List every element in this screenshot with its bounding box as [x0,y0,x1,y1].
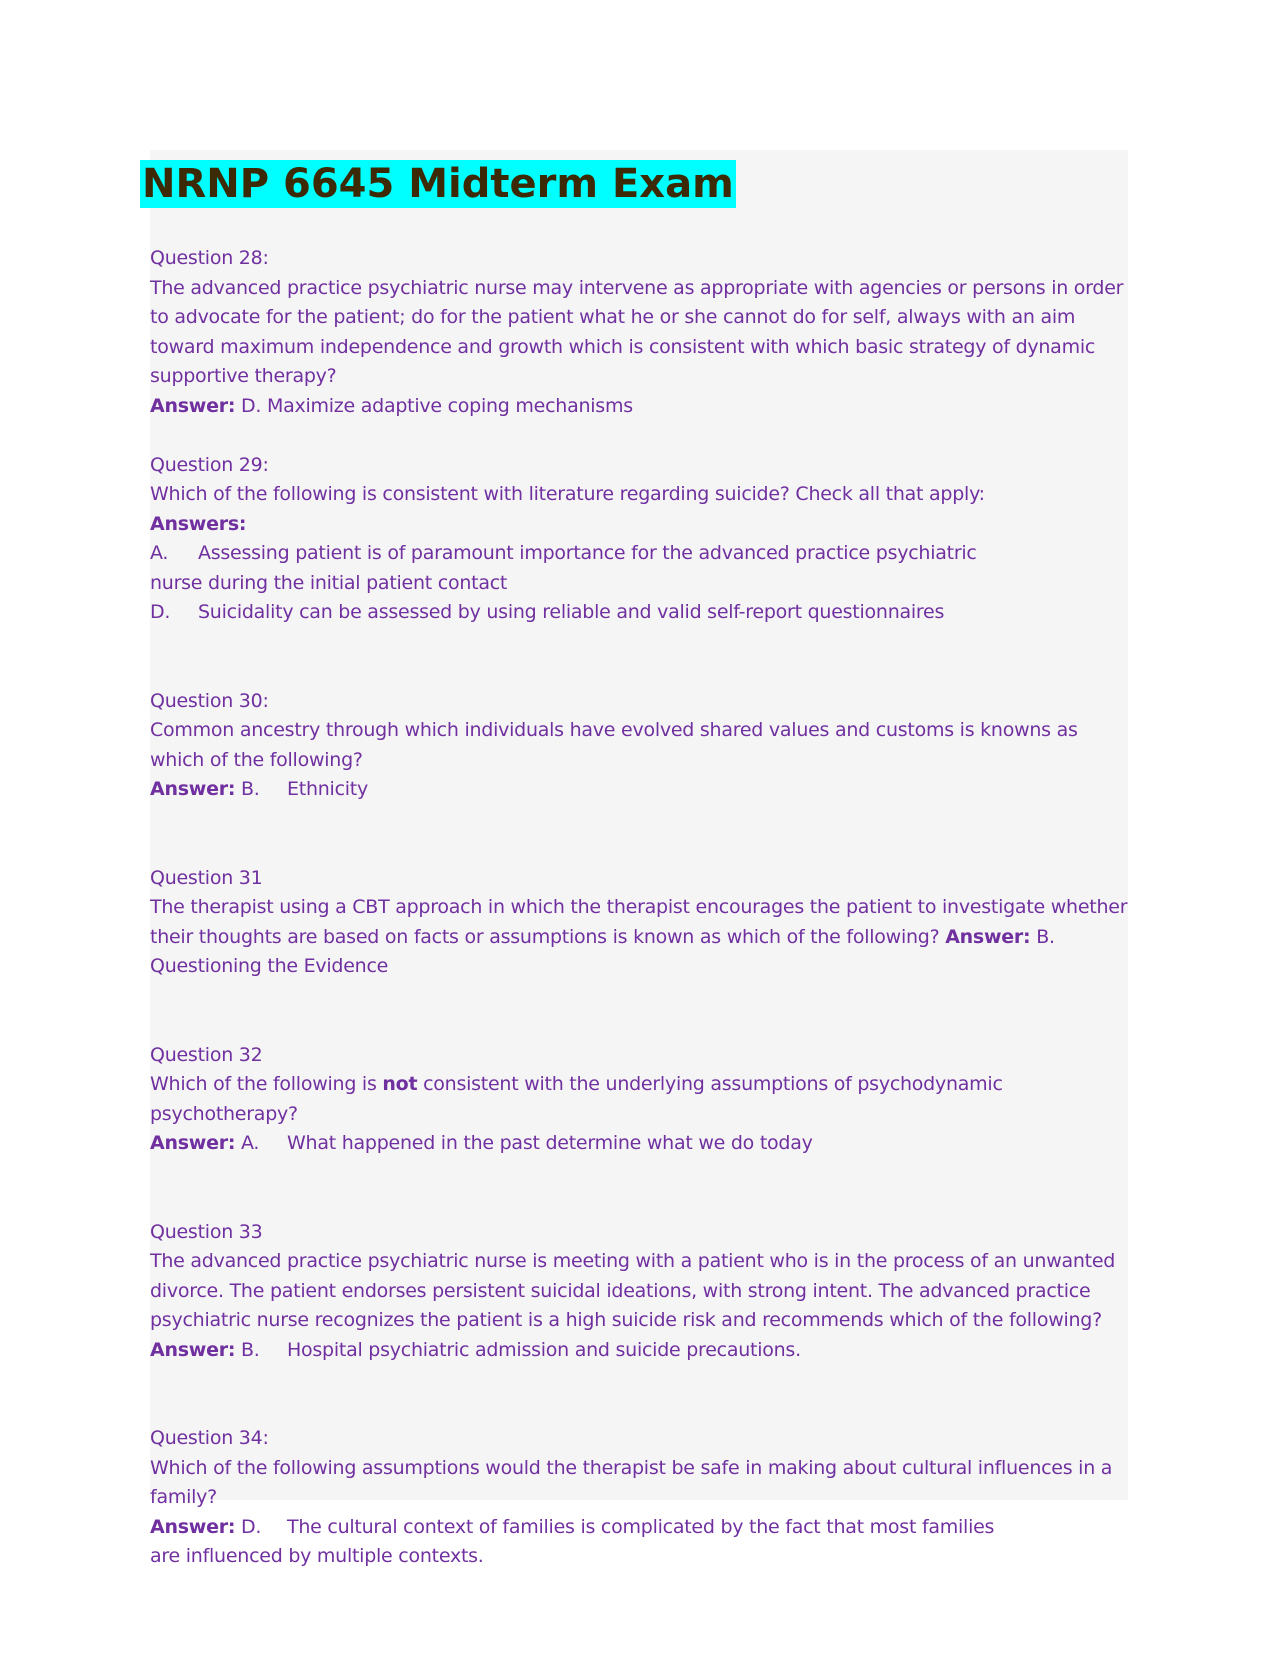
question-text: The advanced practice psychiatric nurse may intervene as appropriate with agencies or persons in order to advocate for the patient; do for the patient what he or she cannot do for self, always with an aim toward maximum independence and growth which is consistent with which basic strategy of dynamic supportive therapy? [150,276,1124,387]
answer-text: B. Questioning the Evidence [150,925,1055,977]
answer-option [150,539,1130,569]
question-text: The therapist using a CBT approach in which the therapist encourages the patient to investigate whether their thoughts are based on facts or assumptions is known as which of the following? [150,896,1128,948]
question-28 [150,244,1130,421]
answer-letter: A. [241,1132,260,1154]
answer-letter: B. [241,1338,260,1361]
option-text: Assessing patient is of paramount importance for the advanced practice psychiatric [198,542,977,564]
question-heading: Question 30: [150,689,269,712]
question-heading: Question 29: [150,453,269,476]
question-text-before: Which of the following is [150,1073,383,1095]
question-heading: Question 28: [150,247,269,269]
answer-line [150,1513,1130,1543]
question-text-after: consistent with the underlying assumptions of psychodynamic psychotherapy? [150,1073,1003,1125]
answer-label: Answer: [150,1515,236,1538]
question-34 [150,1424,1130,1572]
document-title: NRNP 6645 Midterm Exam [142,161,734,207]
question-text [150,1070,1130,1129]
option-letter: A. [150,542,169,564]
question-33 [150,1218,1130,1366]
question-heading: Question 34: [150,1427,269,1449]
question-text: Which of the following assumptions would the therapist be safe in making about cultural influences in a family? [150,1456,1113,1508]
question-32 [150,1041,1130,1159]
answer-text: What happened in the past determine what we do today [287,1132,813,1154]
answer-label: Answer: [150,778,236,800]
question-30 [150,687,1130,805]
question-text: Which of the following is consistent with literature regarding suicide? Check all that apply: [150,483,985,505]
answer-label: Answers: [150,512,247,535]
answer-label: Answer: [150,394,236,417]
answer-line [150,1336,1130,1366]
answer-line [150,775,1130,805]
document-body [150,244,1130,1572]
answer-letter: B. [241,778,260,800]
option-letter: D. [150,601,171,623]
option-text: Suicidality can be assessed by using reliable and valid self-report questionnaires [198,601,945,623]
answer-letter: D. [241,1515,262,1538]
answer-label: Answer: [150,1338,236,1361]
answer-label: Answer: [150,1132,236,1154]
answer-continuation: are influenced by multiple contexts. [150,1545,484,1567]
answer-text: The cultural context of families is complicated by the fact that most families [287,1515,995,1538]
question-31 [150,864,1130,982]
answer-label: Answer: [945,925,1031,948]
question-heading: Question 31 [150,866,263,889]
answer-text: D. Maximize adaptive coping mechanisms [235,394,633,417]
question-text: The advanced practice psychiatric nurse is meeting with a patient who is in the process of an unwanted divorce. The patient endorses persistent suicidal ideations, with strong intent. The advanced practice psychiatric nurse recognizes the patient is a high suicide risk and recommends which of the following? [150,1250,1116,1331]
answer-line [150,1129,1130,1159]
question-heading: Question 33 [150,1220,263,1243]
answer-option [150,598,1130,628]
question-heading: Question 32 [150,1043,263,1066]
answer-text: Ethnicity [287,778,368,800]
answer-option-continuation: nurse during the initial patient contact [150,571,508,594]
question-29 [150,451,1130,628]
question-text: Common ancestry through which individuals have evolved shared values and customs is knowns as which of the following? [150,719,1078,771]
question-body [150,893,1130,982]
answer-text: Hospital psychiatric admission and suicide precautions. [287,1338,801,1361]
question-text-emphasis: not [382,1073,418,1095]
answer-line [150,510,1130,540]
answer-line [150,392,1130,422]
